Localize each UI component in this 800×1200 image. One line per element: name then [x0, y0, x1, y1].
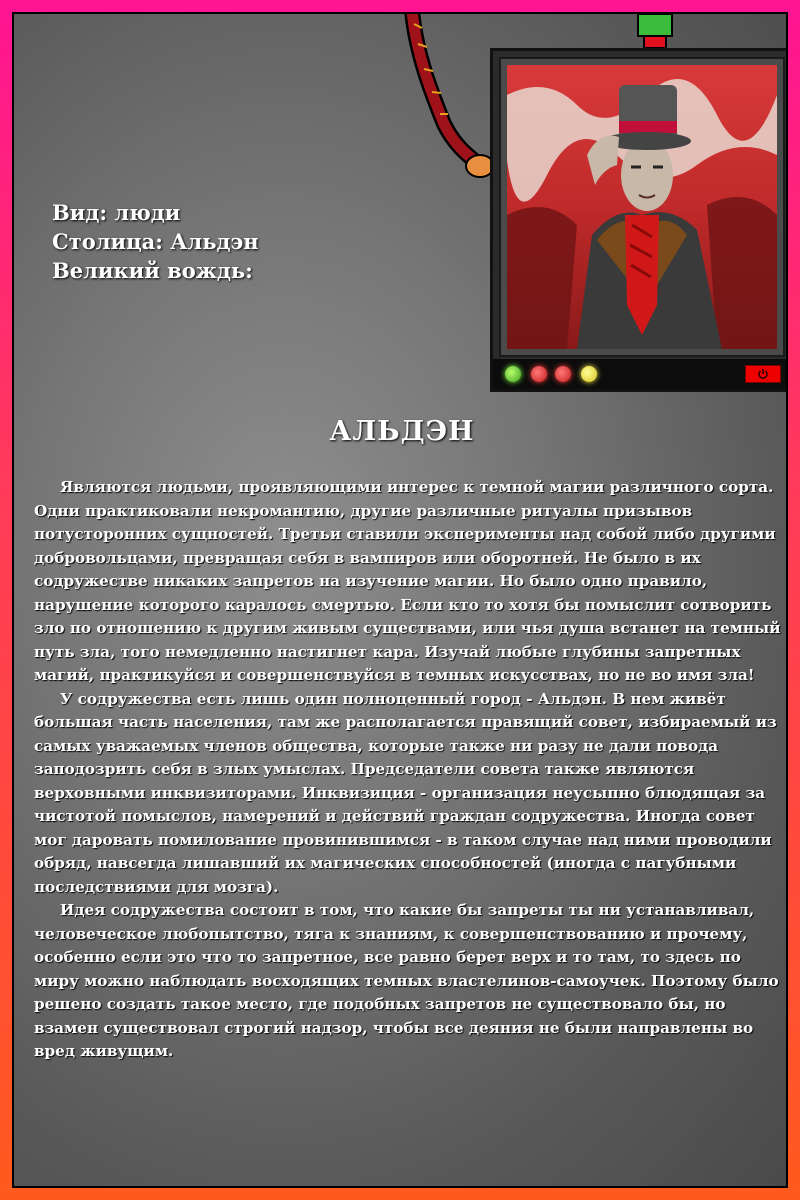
capital-label: Столица: Альдэн	[52, 229, 259, 254]
power-icon	[757, 368, 769, 380]
paragraph: У содружества есть лишь один полноценный город - Альдэн. В нем живёт большая часть населения, там же располагается правящий совет, избираемый из самых уважаемых членов общества, которые также ни разу не дали повода заподозрить себя в злых умыслах. Председатели совета также являются верховными инквизиторами. Инквизиция - организация неусыпно блюдящая за чистотой помыслов, намерений и действий граждан содружества. Иногда совет мог даровать помилование провинившимся - в таком случае над ними проводили обряд, навсегда лишавший их магических способностей (иногда с пагубными последствиями для мозга).	[34, 689, 777, 896]
monitor-screen	[499, 57, 785, 357]
yellow-led-icon	[581, 366, 597, 382]
portrait-monitor	[490, 48, 788, 392]
portrait-image	[507, 65, 777, 349]
description-text	[34, 476, 784, 1064]
paragraph: Идея содружества состоит в том, что какие бы запреты ты ни устанавливал, человеческое любопытство, тяга к знаниям, к совершенствованию и прочему, особенно если это что то запретное, все равно берет верх и то там, то здесь по миру можно наблюдать восходящих темных властелинов-самоучек. Поэтому было решено создать такое место, где подобных запретов не существовало бы, но взамен существовал строгий надзор, чтобы все деяния не были направлены во вред живущим.	[34, 901, 779, 1060]
monitor-control-bar	[493, 359, 788, 389]
red-led-icon	[531, 366, 547, 382]
paragraph: Являются людьми, проявляющими интерес к темной магии различного сорта. Одни практиковали некромантию, другие различные ритуалы призывов потусторонних сущностей. Третьи ставили эксперименты над собой либо другими добровольцами, превращая себя в вампиров или оборотней. Не было в их содружестве никаких запретов на изучение магии. Но было одно правило, нарушение которого каралось смертью. Если кто то хотя бы помыслит сотворить зло по отношению к другим живым существами, или чья душа встанет на темный путь зла, того немедленно настигнет кара. Изучай любые глубины запретных магий, практикуйся и совершенствуйся в темных искусствах, но не во имя зла!	[34, 478, 781, 684]
page-title: АЛЬДЭН	[329, 416, 475, 447]
green-led-icon	[505, 366, 521, 382]
leader-label: Великий вождь:	[52, 258, 253, 283]
main-panel	[12, 12, 788, 1188]
red-led-icon	[555, 366, 571, 382]
species-label: Вид: люди	[52, 200, 181, 225]
power-button[interactable]	[745, 365, 781, 383]
info-block	[52, 198, 259, 285]
